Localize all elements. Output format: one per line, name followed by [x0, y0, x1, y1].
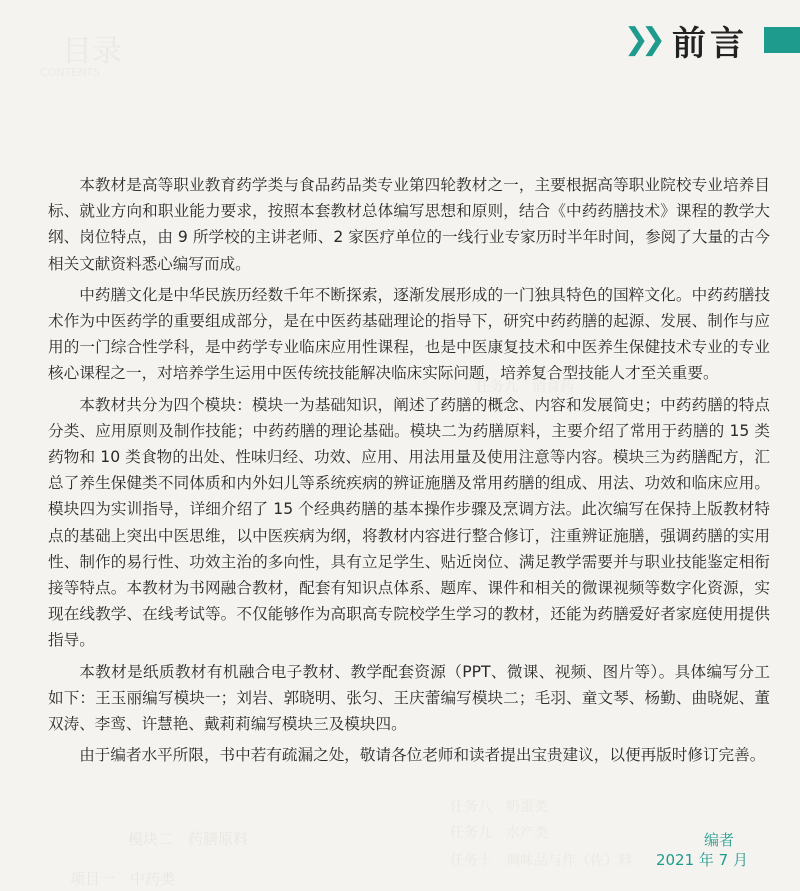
- paragraph: 由于编者水平所限，书中若有疏漏之处，敬请各位老师和读者提出宝贵建议，以便再版时修订完善。: [79, 746, 766, 765]
- ghost-line: 模块二 药膳原料: [128, 830, 249, 848]
- ghost-toc-subtitle: CONTENTS: [40, 66, 101, 79]
- ghost-line: 任务八 奶蛋类: [450, 799, 548, 815]
- ghost-line: 任务九 水产类: [450, 825, 548, 841]
- preface-body: [48, 172, 770, 773]
- signature: [656, 830, 748, 870]
- paragraph: 本教材是纸质教材有机融合电子教材、教学配套资源（PPT、微课、视频、图片等）。具体编写分工如下：王玉丽编写模块一；刘岩、郭晓明、张匀、王庆蕾编写模块二；毛羽、童文琴、杨勤、曲晓妮、董双涛、李鸾、许慧艳、戴莉莉编写模块三及模块四。: [48, 662, 770, 734]
- paragraph: 中药膳文化是中华民族历经数千年不断探索，逐渐发展形成的一门独具特色的国粹文化。中药药膳技术作为中医药学的重要组成部分，是在中医药基础理论的指导下，研究中药药膳的起源、发展、制作与应用的一门综合性学科，是中药学专业临床应用性课程，也是中医康复技术和中医养生保健技术专业的专业核心课程之一，对培养学生运用中医传统技能解决临床实际问题，培养复合型技能人才至关重要。: [48, 285, 770, 383]
- ghost-line: 项目一 中药类: [70, 870, 176, 888]
- paragraph: 本教材共分为四个模块：模块一为基础知识，阐述了药膳的概念、内容和发展简史；中药药膳的特点分类、应用原则及制作技能；中药药膳的理论基础。模块二为药膳原料，主要介绍了常用于药膳的 15 类药物和 10 类食物的出处、性味归经、功效、应用、用法用量及使用注意等内容。模块三为药膳配方，汇总了养生保健类不同体质和内外妇儿等系统疾病的辨证施膳及常用药膳的组成、用法、功效和临床应用。模块四为实训指导，详细介绍了 15 个经典药膳的基本操作步骤及烹调方法。此次编写在保持上版教材特点的基础上突出中医思维，以中医疾病为纲，将教材内容进行整合修订，注重辨证施膳，强调药膳的实用性、制作的易行性、功效主治的多向性，具有立足学生、贴近岗位、满足教学需要并与职业技能鉴定相衔接等特点。本教材为书网融合教材，配套有知识点体系、题库、课件和相关的微课视频等数字化资源，实现在线教学、在线考试等。不仅能够作为高职高专院校学生学习的教材，还能为药膳爱好者家庭使用提供指导。: [48, 395, 770, 650]
- title-accent-bar: [764, 27, 800, 53]
- paragraph: 本教材是高等职业教育药学类与食品药品类专业第四轮教材之一，主要根据高等职业院校专业培养目标、就业方向和职业能力要求，按照本套教材总体编写思想和原则，结合《中药药膳技术》课程的教学大纲、岗位特点，由 9 所学校的主讲老师、2 家医疗单位的一线行业专家历时半年时间，参阅了大量的古今相关文献资料悉心编写而成。: [48, 176, 770, 273]
- ghost-line: 任务十 调味品与作（佐）料: [450, 853, 632, 869]
- page-title: 前言: [672, 23, 748, 64]
- signature-author: 编者: [703, 831, 734, 849]
- page-header: [624, 12, 800, 68]
- ghost-line: 任务九 消食药: [476, 379, 574, 395]
- double-chevron-right-icon: ❯❯: [623, 22, 658, 57]
- ghost-toc-title: 目录: [62, 34, 122, 69]
- signature-date: 2021 年 7 月: [655, 851, 748, 869]
